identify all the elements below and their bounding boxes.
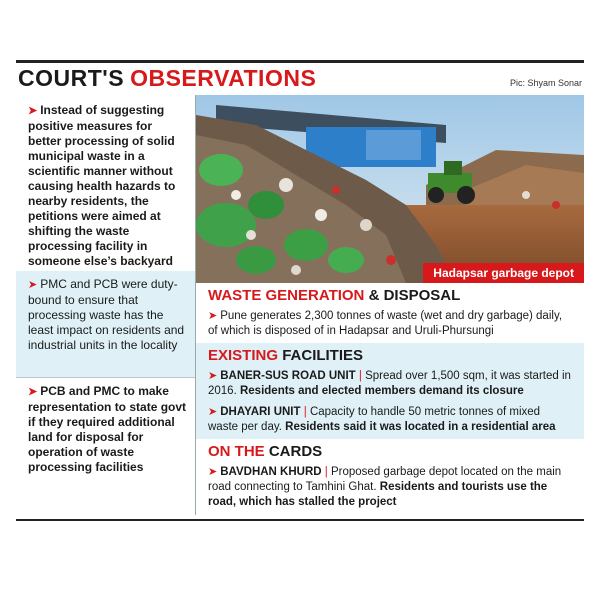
facility-item	[196, 403, 584, 439]
title-red: OBSERVATIONS	[130, 65, 317, 91]
observation-item	[16, 377, 195, 505]
facility-name: BANER-SUS ROAD UNIT	[220, 370, 356, 382]
title-dark: COURT'S	[18, 65, 125, 91]
observations-column	[16, 95, 195, 505]
bullet-arrow-icon: ➤	[28, 386, 38, 398]
photo-caption: Hadapsar garbage depot	[423, 263, 584, 283]
cards-bold-text: Residents and tourists use the road, which has stalled the project	[208, 481, 548, 508]
cards-name: BAVDHAN KHURD	[220, 466, 322, 478]
heading-dark: CARDS	[268, 443, 323, 460]
facility-item	[196, 367, 584, 403]
bullet-arrow-icon: ➤	[208, 370, 218, 382]
generation-text	[196, 307, 584, 343]
facility-text: Spread over 1,500 sqm, it was started in 2016.	[208, 370, 571, 397]
separator: |	[324, 466, 328, 478]
photo-illustration	[196, 95, 584, 283]
details-column	[196, 283, 584, 514]
facility-bold-text: Residents said it was located in a residential area	[285, 421, 556, 433]
heading-red: WASTE GENERATION	[208, 287, 365, 304]
section-heading-cards	[196, 439, 584, 463]
page-title	[18, 64, 316, 92]
section-heading-generation	[196, 283, 584, 307]
heading-red: EXISTING	[208, 347, 279, 364]
bullet-arrow-icon: ➤	[208, 406, 218, 418]
bullet-arrow-icon: ➤	[208, 310, 218, 322]
section-heading-existing	[196, 343, 584, 367]
heading-dark: FACILITIES	[282, 347, 364, 364]
facility-name: DHAYARI UNIT	[220, 406, 301, 418]
existing-facilities-section	[196, 343, 584, 439]
generation-body: Pune generates 2,300 tonnes of waste (wet and dry garbage) daily, of which is disposed of in Hadapsar and Uruli-Phursungi	[208, 310, 563, 337]
garbage-depot-photo	[196, 95, 584, 283]
observation-item	[16, 95, 195, 271]
bullet-arrow-icon: ➤	[28, 279, 38, 291]
observation-text: PMC and PCB were duty-bound to ensure that processing waste has the least impact on residents and industrial units in the locality	[28, 277, 185, 352]
separator: |	[303, 406, 307, 418]
bullet-arrow-icon: ➤	[208, 466, 218, 478]
separator: |	[358, 370, 362, 382]
facility-bold-text: Residents and elected members demand its closure	[239, 385, 524, 397]
observation-text: PCB and PMC to make representation to state govt if they required additional land for disposal for operation of waste processing facilities	[28, 384, 187, 474]
heading-dark: & DISPOSAL	[368, 287, 461, 304]
observation-item	[16, 271, 195, 377]
facility-text: Capacity to handle 50 metric tonnes of mixed waste per day.	[208, 406, 541, 433]
photo-credit: Pic: Shyam Sonar	[509, 78, 582, 88]
cards-text: Proposed garbage depot located on the main road connecting to Tamhini Ghat.	[208, 466, 562, 493]
cards-item	[196, 463, 584, 514]
bullet-arrow-icon: ➤	[28, 105, 38, 117]
observation-text: Instead of suggesting positive measures for better processing of solid municipal waste in a scientific manner without causing health hazards to nearby residents, the petitions were aimed at shifting the waste processing facility in someone else’s backyard	[28, 103, 176, 268]
heading-red: ON THE	[208, 443, 265, 460]
